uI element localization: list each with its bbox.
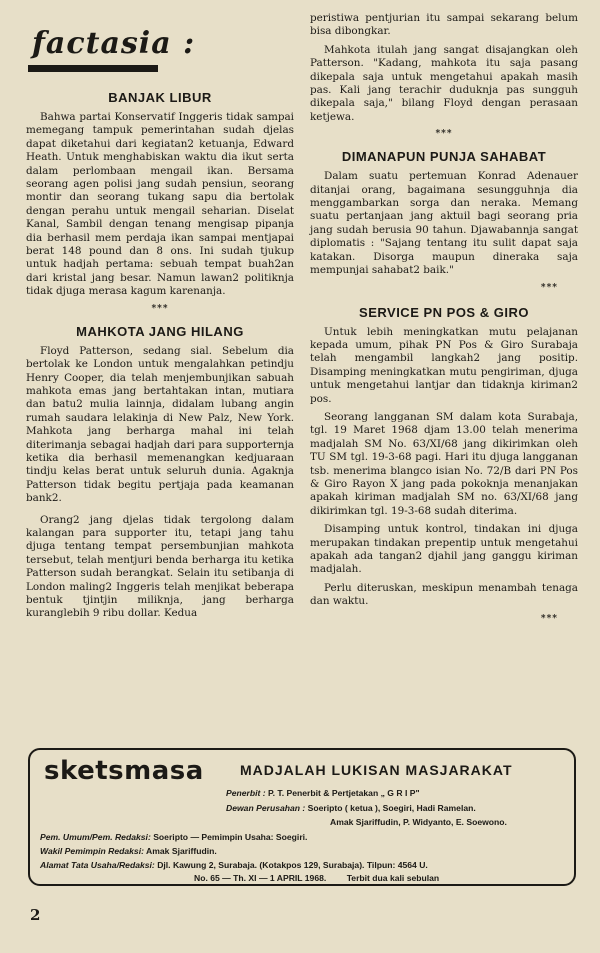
vice-editor-label: Wakil Pemimpin Redaksi:: [40, 846, 144, 856]
article-title-banjak-libur: BANJAK LIBUR: [108, 90, 212, 105]
article-paragraph: Disamping untuk kontrol, tindakan ini djuga merupakan tindakan prepentip untuk mengetahui apakah ada tangan2 djahil jang ganggu kiriman madjalah.: [310, 523, 578, 576]
masthead-title: factasia :: [32, 26, 196, 61]
sketsmasa-logo: sketsmasa: [44, 756, 204, 786]
section-separator: ***: [435, 129, 453, 140]
publisher-value: P. T. Penerbit & Pertjetakan „ G R I P": [268, 788, 420, 798]
vice-editor-value: Amak Sjariffudin.: [146, 846, 217, 856]
article-title-mahkota-jang-hilang: MAHKOTA JANG HILANG: [76, 323, 244, 339]
vice-editor-line: [40, 846, 217, 856]
page-number: 2: [30, 906, 41, 924]
right-column: [310, 0, 578, 624]
issue-line: [194, 873, 439, 883]
board-line-2: [330, 817, 507, 827]
magazine-subtitle: MADJALAH LUKISAN MASJARAKAT: [240, 762, 513, 778]
section-separator: ***: [151, 303, 169, 314]
article-paragraph: Bahwa partai Konservatif Inggeris tidak sampai memegang tampuk pemerintahan sudah djelas dapat diketahui dari kegiatan2 ketuanja, Edward Heath. Untuk menghabiskan waktu dia ikut serta dalam perlombaan mengail ikan. Bersama seorang agen polisi jang sudah pensiun, seorang montir dan seorang tukang sapu dia bertolak dengan perahu untuk mengail seharian. Diselat Kanal, Sambil dengan tenang mengisap pipanja dia berhasil mem perdaja ikan sampai mentjapai berat 148 pound dan 8 ons. Ini sudah tjukup untuk hadjah pertama: sebuah tempat buah2an dari kristal jang besar. Namun lawan2 politiknja tidak djuga merasa kagum karenanja.: [26, 111, 294, 298]
section-separator: ***: [540, 282, 558, 293]
left-column: [26, 14, 294, 626]
address-line: [40, 860, 428, 870]
article-paragraph-continued: peristiwa pentjurian itu sampai sekarang belum bisa dibongkar.: [310, 12, 578, 38]
article-paragraph: Dalam suatu pertemuan Konrad Adenauer ditanjai orang, bagaimana sesungguhnja dia menggambarkan sorga dan neraka. Memang suatu pertanjaan jang aktuil bagi seorang pria jang sudah berusia 90 tahun. Djawabannja sangat diplomatis : "Sajang tentang itu sulit dapat saja katakan. Disorga maupun dineraka saja mempunjai sahabat2 baik.": [310, 170, 578, 277]
board-label: Dewan Perusahan :: [226, 803, 306, 813]
section-separator: ***: [540, 613, 558, 624]
article-title-service-pn-pos-giro: SERVICE PN POS & GIRO: [359, 304, 529, 320]
board-value-1: Soeripto ( ketua ), Soegiri, Hadi Ramelan.: [307, 803, 476, 813]
board-value-2: Amak Sjariffudin, P. Widyanto, E. Soewono.: [330, 817, 507, 827]
issue-value: No. 65 — Th. XI — 1 APRIL 1968.: [194, 873, 327, 883]
frequency-value: Terbit dua kali sebulan: [346, 873, 440, 883]
publisher-label: Penerbit :: [226, 788, 266, 798]
masthead-underline: [28, 65, 158, 72]
article-paragraph: Untuk lebih meningkatkan mutu pelajanan kepada umum, pihak PN Pos & Giro Surabaja telah mengambil langkah2 jang positip. Disamping meningkatkan mutu pengiriman, djuga untuk mengetahui lantjar dan tidaknja kiriman2 pos.: [310, 325, 578, 405]
article-paragraph: Floyd Patterson, sedang sial. Sebelum dia bertolak ke London untuk mengalahkan petindju Henry Cooper, dia telah menjembunjikan sabuah mahkota emas jang bertahtakan intan, mutiara dan batu2 mulia lainnja, didalam lubang angin rumah saudara lelakinja di New Palz, New York. Mahkota jang berharga mahal ini telah diterimanja sebagai hadjah dari para supporternja ketika dia berhasil memenangkan kedjuaraan tindju kelas berat untuk seluruh dunia. Agaknja Patterson tidak begitu pertjaja pada keamanan bank2.: [26, 344, 294, 505]
article-title-dimanapun-punja-sahabat: DIMANAPUN PUNJA SAHABAT: [341, 149, 547, 165]
address-label: Alamat Tata Usaha/Redaksi:: [40, 860, 155, 870]
article-paragraph: Mahkota itulah jang sangat disajangkan oleh Patterson. "Kadang, mahkota itu saja pasang dikepala saja untuk mengetahui apakah masih pas. Kali jang terachir duduknja pas sungguh dikepala saja," bilang Floyd dengan perasaan ketjewa.: [310, 43, 578, 123]
editor-label: Pem. Umum/Pem. Redaksi:: [40, 832, 151, 842]
editor-value: Soeripto — Pemimpin Usaha: Soegiri.: [153, 832, 308, 842]
board-line: [226, 803, 476, 813]
colophon-box: [28, 748, 576, 886]
publisher-line: [226, 788, 420, 798]
article-paragraph: Orang2 jang djelas tidak tergolong dalam kalangan para supporter itu, tetapi jang tahu djuga tentang tempat persembunjian mahkota tersebut, telah mentjuri benda berharga itu ketika Patterson sudah berangkat. Selain itu setibanja di London maling2 Inggeris telah menjikat beberapa bentuk tjintjin miliknja, jang berharga kuranglebih 9 ribu dollar. Kedua: [26, 513, 294, 620]
address-value-1: Djl. Kawung 2, Surabaja. (Kotakpos 129, Surabaja). Tilpun: 4564 U.: [157, 860, 428, 870]
article-paragraph: Seorang langganan SM dalam kota Surabaja, tgl. 19 Maret 1968 djam 13.00 telah menerima madjalah SM No. 63/XI/68 jang dikirimkan oleh TU SM tgl. 19-3-68 pagi. Hari itu djuga langganan tsb. menerima blangco isian No. 72/B dari PN Pos & Giro Rayon X jang pada pokoknja menanjakan apakah kiriman madjalah SM no. 63/XI/68 jang dikirimkan tgl. 19-3-68 sudah diterima.: [310, 410, 578, 517]
editor-line: [40, 832, 307, 842]
article-paragraph: Perlu diteruskan, meskipun menambah tenaga dan waktu.: [310, 581, 578, 608]
